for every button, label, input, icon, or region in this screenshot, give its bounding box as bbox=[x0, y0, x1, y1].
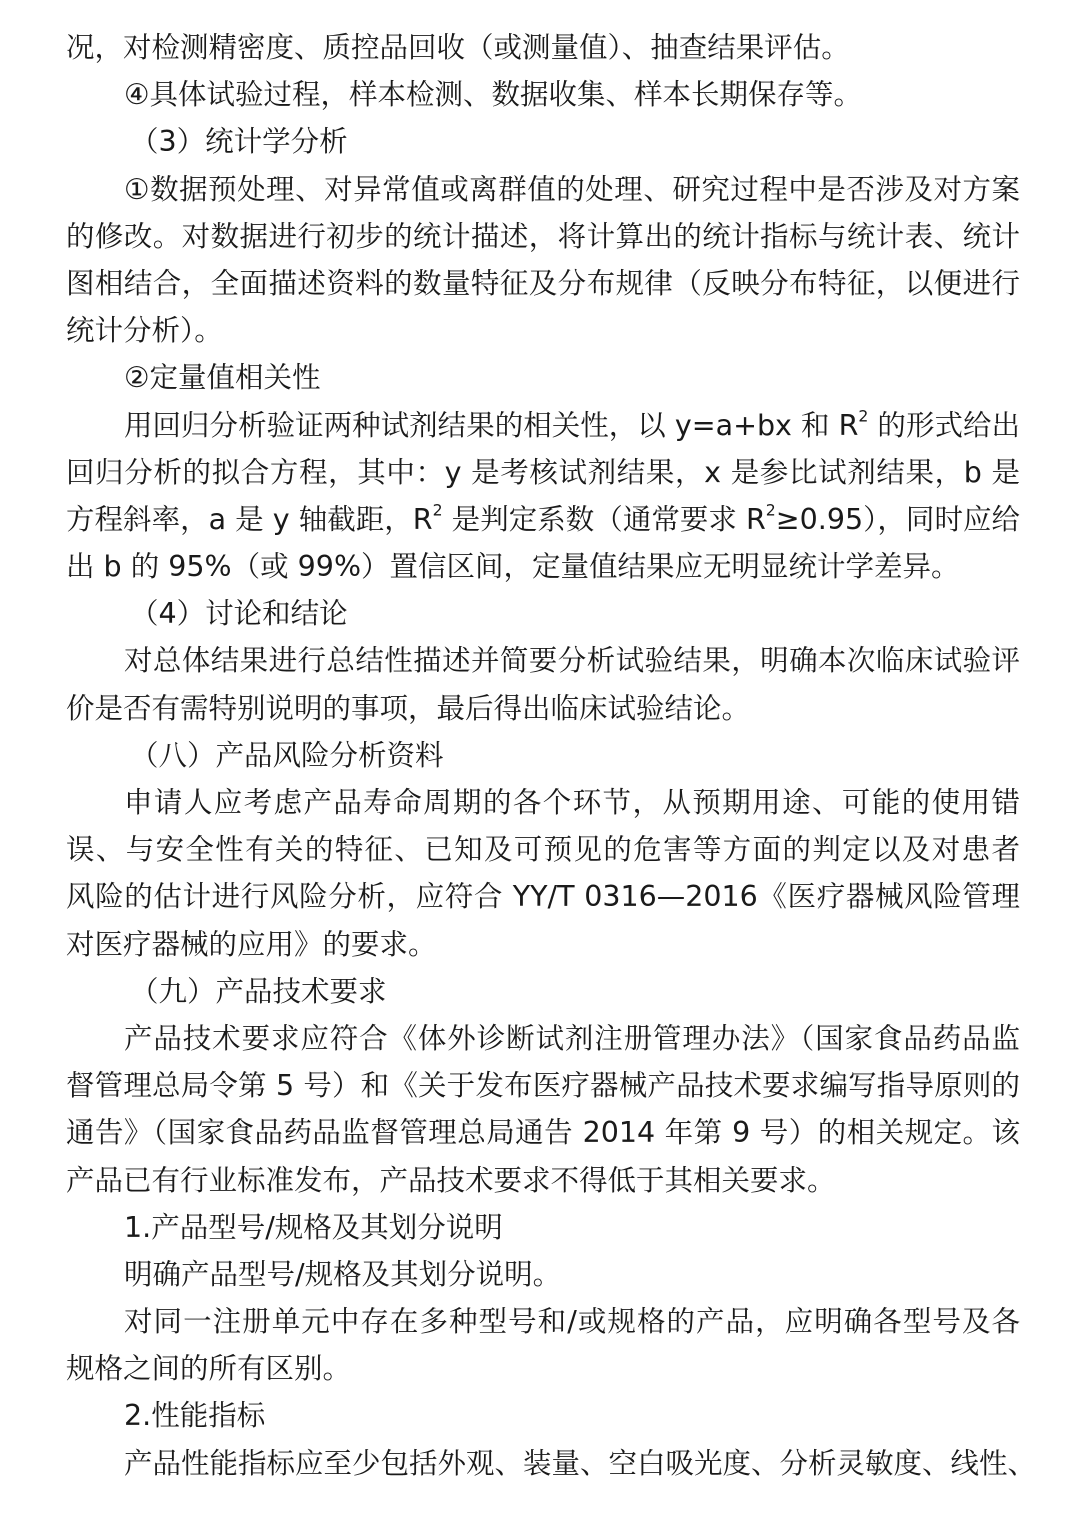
text-line: 统计分析）。 bbox=[66, 314, 223, 348]
text-line: 况，对检测精密度、质控品回收（或测量值）、抽查结果评估。 bbox=[66, 31, 850, 64]
text-line: 产品技术要求应符合《体外诊断试剂注册管理办法》（国家食品药品监 bbox=[124, 1021, 1020, 1055]
text-line: 价是否有需特别说明的事项，最后得出临床试验结论。 bbox=[66, 691, 751, 725]
text-line: 对同一注册单元中存在多种型号和/或规格的产品，应明确各型号及各 bbox=[124, 1305, 1020, 1339]
text-line: 的修改。对数据进行初步的统计描述，将计算出的统计指标与统计表、统计 bbox=[66, 219, 1020, 253]
text-line: 对医疗器械的应用》的要求。 bbox=[66, 927, 437, 961]
text-line: 误、与安全性有关的特征、已知及可预见的危害等方面的判定以及对患者 bbox=[66, 833, 1020, 867]
text-line: 规格之间的所有区别。 bbox=[66, 1352, 352, 1386]
subsection-heading: 2.性能指标 bbox=[124, 1399, 266, 1433]
text-line bbox=[66, 402, 1020, 449]
text-line: ④具体试验过程，样本检测、数据收集、样本长期保存等。 bbox=[124, 78, 863, 112]
text-line: 出 b 的 95%（或 99%）置信区间，定量值结果应无明显统计学差异。 bbox=[66, 550, 960, 584]
text-line: 产品性能指标应至少包括外观、装量、空白吸光度、分析灵敏度、线性、 bbox=[124, 1446, 1037, 1480]
text-line: 风险的估计进行风险分析，应符合 YY/T 0316—2016《医疗器械风险管理 bbox=[66, 880, 1020, 914]
text-run: 用回归分析验证两种试剂结果的相关性，以 y=a+bx 和 R bbox=[124, 408, 859, 442]
text-line: 申请人应考虑产品寿命周期的各个环节，从预期用途、可能的使用错 bbox=[124, 786, 1020, 819]
section-heading: （九）产品技术要求 bbox=[130, 974, 387, 1008]
text-run: 是判定系数（通常要求 R bbox=[442, 502, 766, 536]
text-line: 图相结合，全面描述资料的数量特征及分布规律（反映分布特征，以便进行 bbox=[66, 266, 1020, 300]
text-line bbox=[66, 496, 1020, 543]
superscript: 2 bbox=[765, 500, 776, 520]
section-heading: （八）产品风险分析资料 bbox=[130, 738, 444, 772]
text-line: 产品已有行业标准发布，产品技术要求不得低于其相关要求。 bbox=[66, 1163, 836, 1197]
text-line: ①数据预处理、对异常值或离群值的处理、研究过程中是否涉及对方案 bbox=[124, 172, 1020, 206]
superscript: 2 bbox=[432, 500, 443, 520]
text-line: 督管理总局令第 5 号）和《关于发布医疗器械产品技术要求编写指导原则的 bbox=[66, 1069, 1020, 1103]
text-line: 对总体结果进行总结性描述并简要分析试验结果，明确本次临床试验评 bbox=[124, 644, 1020, 678]
text-run: 方程斜率，a 是 y 轴截距，R bbox=[66, 502, 433, 536]
text-line: 通告》（国家食品药品监督管理总局通告 2014 年第 9 号）的相关规定。该 bbox=[66, 1116, 1020, 1150]
text-run: 的形式给出 bbox=[868, 408, 1020, 442]
section-heading: （4）讨论和结论 bbox=[130, 597, 348, 631]
section-heading: （3）统计学分析 bbox=[130, 125, 348, 159]
subsection-heading: ②定量值相关性 bbox=[124, 361, 321, 395]
text-line: 回归分析的拟合方程，其中：y 是考核试剂结果，x 是参比试剂结果，b 是 bbox=[66, 455, 1020, 489]
superscript: 2 bbox=[858, 406, 869, 426]
subsection-heading: 1.产品型号/规格及其划分说明 bbox=[124, 1210, 503, 1244]
text-line: 明确产品型号/规格及其划分说明。 bbox=[124, 1257, 562, 1291]
text-run: ≥0.95），同时应给 bbox=[775, 502, 1020, 536]
